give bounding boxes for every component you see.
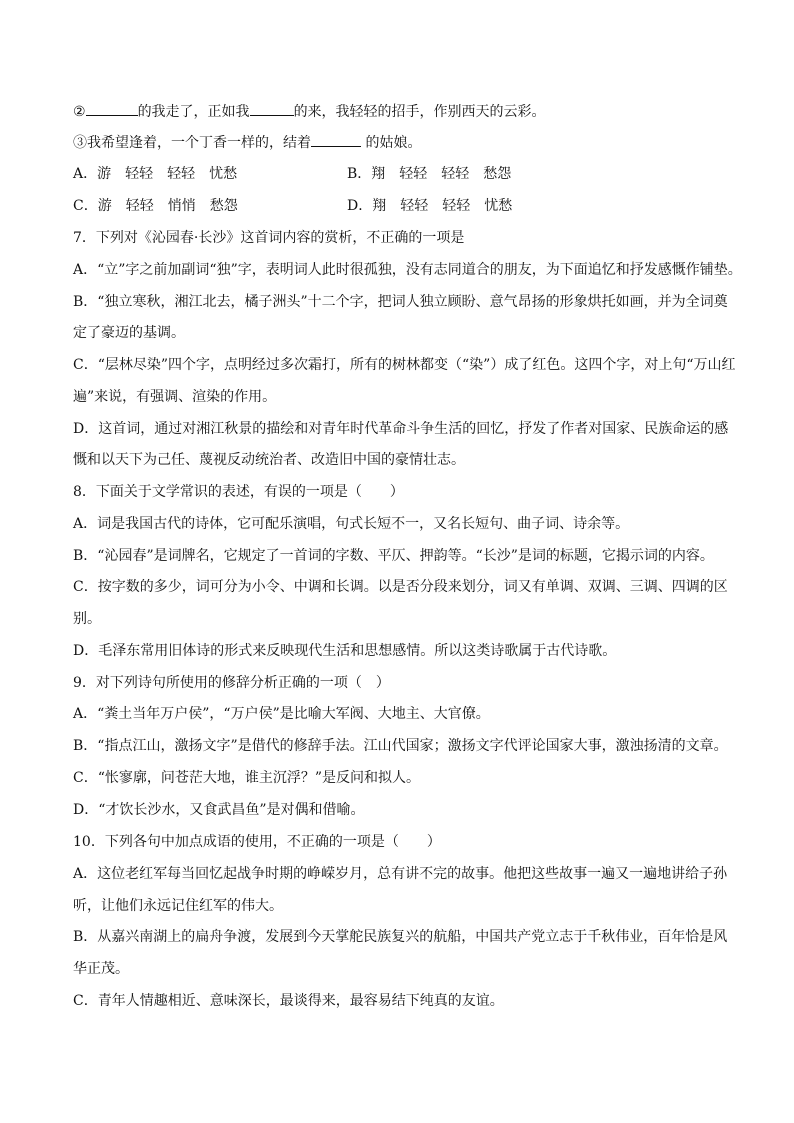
q8-option-c-line-1[interactable]: C．按字数的多少，词可分为小令、中调和长调。以是否分段来划分，词又有单调、双调、三调、四调的区 [73, 579, 728, 595]
q6-line-2-text-b: 的来，我轻轻的招手，作别西天的云彩。 [293, 104, 546, 120]
q10-stem: 10．下列各句中加点成语的使用，不正确的一项是（ ） [73, 834, 441, 850]
q8-option-b[interactable]: B．“沁园春”是词牌名，它规定了一首词的字数、平仄、押韵等。“长沙”是词的标题，它揭示词的内容。 [73, 548, 714, 564]
q10-option-a-line-1[interactable]: A．这位老红军每当回忆起战争时期的峥嵘岁月，总有讲不完的故事。他把这些故事一遍又一遍地讲给子孙 [73, 866, 728, 882]
q6-line-3-text-b: 的姑娘。 [361, 135, 422, 151]
q6-line-2-text-a: 的我走了，正如我 [137, 104, 250, 120]
q10-option-a-line-2: 听，让他们永远记住红军的伟大。 [73, 898, 283, 914]
q6-option-c[interactable]: C．游 轻轻 悄悄 愁怨 [73, 198, 238, 214]
q9-stem: 9．对下列诗句所使用的修辞分析正确的一项（ ） [73, 675, 390, 691]
fill-blank[interactable] [250, 101, 294, 116]
q8-stem: 8．下面关于文学常识的表述，有误的一项是（ ） [73, 484, 404, 500]
q10-option-b-line-1[interactable]: B．从嘉兴南湖上的扁舟争渡，发展到今天掌舵民族复兴的航船，中国共产党立志于千秋伟业，百年恰是风 [73, 929, 728, 945]
q6-line-2 [73, 101, 546, 122]
circled-number-2: ② [73, 104, 86, 120]
q8-option-a[interactable]: A．词是我国古代的诗体，它可配乐演唱，句式长短不一，又名长短句、曲子词、诗余等。 [73, 516, 630, 532]
q9-option-b[interactable]: B．“指点江山，激扬文字”是借代的修辞手法。江山代国家；激扬文字代评论国家大事，激浊扬清的文章。 [73, 738, 728, 754]
q6-line-3 [73, 132, 421, 153]
q7-option-d-line-2: 慨和以天下为己任、蔑视反动统治者、改造旧中国的豪情壮志。 [73, 452, 465, 468]
q7-option-c-line-1[interactable]: C．“层林尽染”四个字，点明经过多次霜打，所有的树林都变（“染”）成了红色。这四个字，对上句“万山红 [73, 357, 736, 373]
q6-option-d[interactable]: D．翔 轻轻 轻轻 忧愁 [347, 198, 513, 214]
q10-option-c[interactable]: C．青年人情趣相近、意味深长，最谈得来，最容易结下纯真的友谊。 [73, 993, 504, 1009]
q6-option-b[interactable]: B．翔 轻轻 轻轻 愁怨 [347, 166, 512, 182]
fill-blank[interactable] [86, 101, 138, 116]
fill-blank[interactable] [311, 132, 361, 147]
q7-option-b-line-1[interactable]: B．“独立寒秋，湘江北去，橘子洲头”十二个字，把词人独立顾盼、意气昂扬的形象烘托如画，并为全词奠 [73, 294, 728, 310]
q9-option-d[interactable]: D．“才饮长沙水，又食武昌鱼”是对偶和借喻。 [73, 802, 365, 818]
q8-option-c-line-2: 别。 [73, 611, 101, 627]
q8-option-d[interactable]: D．毛泽东常用旧体诗的形式来反映现代生活和思想感情。所以这类诗歌属于古代诗歌。 [73, 643, 617, 659]
q10-option-b-line-2: 华正茂。 [73, 961, 129, 977]
q7-option-c-line-2: 遍”来说，有强调、渲染的作用。 [73, 389, 277, 405]
q7-option-d-line-1[interactable]: D．这首词，通过对湘江秋景的描绘和对青年时代革命斗争生活的回忆，抒发了作者对国家、民族命运的感 [73, 421, 729, 437]
q7-stem: 7．下列对《沁园春·长沙》这首词内容的赏析，不正确的一项是 [73, 230, 465, 246]
q6-option-a[interactable]: A．游 轻轻 轻轻 忧愁 [73, 166, 238, 182]
q9-option-a[interactable]: A．“粪土当年万户侯”，“万户侯”是比喻大军阀、大地主、大官僚。 [73, 706, 490, 722]
q6-line-3-text-a: ③我希望逢着，一个丁香一样的，结着 [73, 135, 311, 151]
q7-option-b-line-2: 定了豪迈的基调。 [73, 325, 185, 341]
q9-option-c[interactable]: C．“怅寥廓，问苍茫大地，谁主沉浮？”是反问和拟人。 [73, 770, 421, 786]
q7-option-a[interactable]: A．“立”字之前加副词“独”字，表明词人此时很孤独，没有志同道合的朋友，为下面追忆和抒发感慨作铺垫。 [73, 262, 742, 278]
